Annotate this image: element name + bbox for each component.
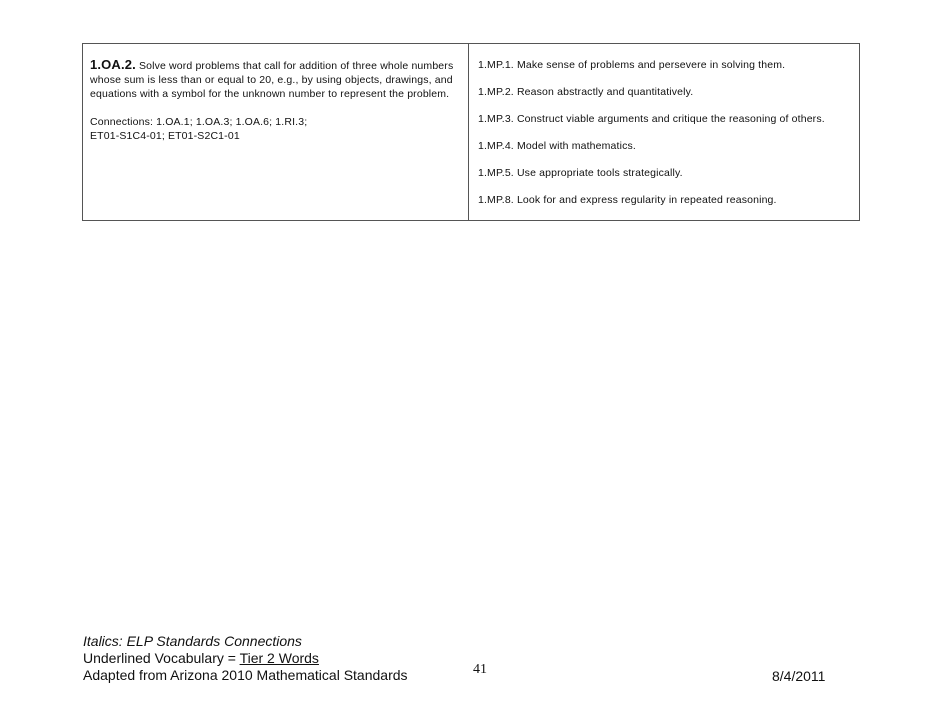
practices-cell [469, 44, 859, 220]
italics-note: Italics: ELP Standards Connections [83, 633, 302, 649]
standard-cell [83, 44, 469, 220]
practices-list [478, 58, 853, 207]
footer-date: 8/4/2011 [772, 668, 826, 684]
practice-item: 1.MP.4. Model with mathematics. [478, 140, 636, 152]
source-note: Adapted from Arizona 2010 Mathematical Standards [83, 667, 408, 683]
connections-line-2: ET01-S1C4-01; ET01-S2C1-01 [90, 130, 240, 142]
underline-note [83, 650, 408, 667]
standard-text [90, 58, 462, 101]
practice-item: 1.MP.2. Reason abstractly and quantitatively. [478, 86, 694, 98]
practice-item: 1.MP.1. Make sense of problems and persevere in solving them. [478, 59, 786, 71]
underline-note-prefix: Underlined Vocabulary = [83, 650, 240, 666]
standard-description: Solve word problems that call for addition of three whole numbers whose sum is less than or equal to 20, e.g., by using objects, drawings, and equations with a symbol for the unknown number to represent the problem. [90, 60, 454, 100]
practice-item: 1.MP.5. Use appropriate tools strategically. [478, 167, 683, 179]
page-footer [83, 633, 408, 684]
standard-code: 1.OA.2. [90, 57, 136, 72]
practice-item: 1.MP.3. Construct viable arguments and critique the reasoning of others. [478, 113, 825, 125]
tier2-term: Tier 2 Words [239, 650, 319, 666]
standards-table [82, 43, 860, 221]
page-number: 41 [473, 662, 487, 677]
connections-line-1: Connections: 1.OA.1; 1.OA.3; 1.OA.6; 1.RI.3; [90, 116, 308, 128]
connections [90, 115, 462, 143]
practice-item: 1.MP.8. Look for and express regularity in repeated reasoning. [478, 194, 777, 206]
